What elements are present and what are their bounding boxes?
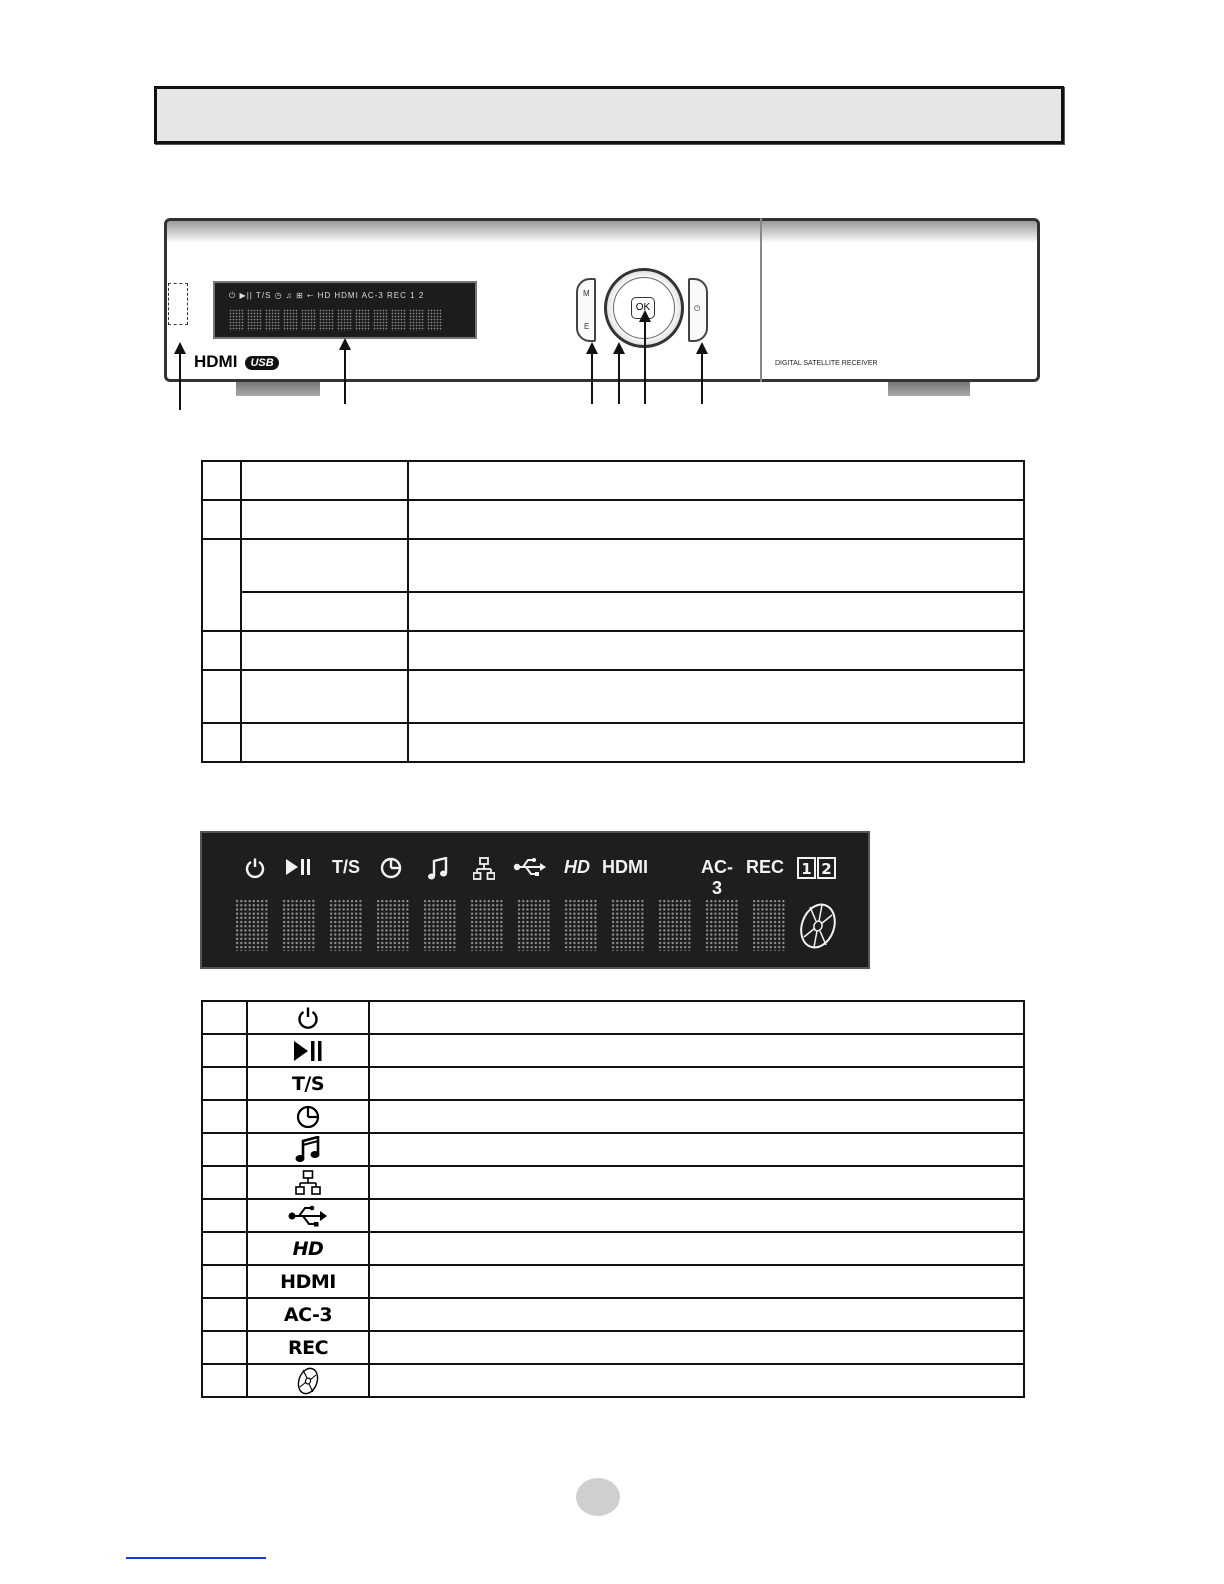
table-row	[202, 1199, 1024, 1232]
device-foot-right	[888, 382, 970, 396]
segment-cell	[376, 899, 410, 951]
row-description	[408, 500, 1024, 539]
rec-icon: REC	[746, 857, 785, 877]
row-name	[241, 461, 408, 500]
front-display-icons: ⏻ ▶|| T/S ◷ ♫ ⊞ ⭠ HD HDMI AC-3 REC 1 2	[229, 291, 425, 300]
row-description	[369, 1298, 1024, 1331]
table-row	[202, 500, 1024, 539]
segment-cell	[564, 899, 598, 951]
callout-line-5	[644, 320, 646, 404]
device-foot-left	[236, 382, 320, 396]
table-row	[202, 670, 1024, 723]
table-row	[202, 1166, 1024, 1199]
power-key-icon: ⏻	[694, 304, 701, 313]
row-number	[202, 1265, 247, 1298]
ts-icon: T/S	[331, 857, 360, 877]
logo-row	[194, 352, 279, 372]
row-number	[202, 1232, 247, 1265]
hd-icon: HD	[247, 1232, 369, 1265]
panel-divider	[760, 218, 762, 382]
row-name	[241, 723, 408, 762]
disc-icon	[798, 901, 838, 956]
display-icon-table	[201, 1000, 1025, 1398]
row-number	[202, 461, 241, 500]
music-icon	[424, 857, 452, 881]
table-row	[202, 1232, 1024, 1265]
row-number	[202, 539, 241, 631]
section-header-bar	[154, 86, 1064, 144]
callout-line-4	[618, 352, 620, 404]
vfd-segment-cells	[235, 899, 786, 951]
segment-cell	[283, 309, 298, 331]
svg-text:1: 1	[801, 860, 812, 878]
menu-key[interactable]	[576, 278, 596, 342]
table-row	[202, 592, 1024, 631]
callout-line-3	[591, 352, 593, 404]
table-row	[202, 1100, 1024, 1133]
row-number	[202, 1166, 247, 1199]
power-icon	[240, 857, 270, 879]
power-key[interactable]	[688, 278, 708, 342]
table-row	[202, 631, 1024, 670]
segment-cell	[282, 899, 316, 951]
segment-cell	[705, 899, 739, 951]
hdmi-logo: HDMI	[194, 352, 238, 371]
front-panel-table	[201, 460, 1025, 763]
segment-cell	[391, 309, 406, 331]
segment-cell	[301, 309, 316, 331]
row-number	[202, 631, 241, 670]
table-row	[202, 1067, 1024, 1100]
row-number	[202, 1133, 247, 1166]
device-brand-text: DIGITAL SATELLITE RECEIVER	[775, 360, 878, 367]
row-description	[408, 592, 1024, 631]
ac3-icon: AC-3	[247, 1298, 369, 1331]
segment-cell	[235, 899, 269, 951]
segment-cell	[355, 309, 370, 331]
row-number	[202, 1364, 247, 1397]
row-number	[202, 1034, 247, 1067]
ts-icon: T/S	[247, 1067, 369, 1100]
row-description	[369, 1067, 1024, 1100]
segment-cell	[329, 899, 363, 951]
row-number	[202, 1199, 247, 1232]
row-number	[202, 670, 241, 723]
usb-icon	[247, 1199, 369, 1232]
network-icon	[470, 857, 498, 881]
segment-cell	[423, 899, 457, 951]
row-name	[241, 592, 408, 631]
table-row	[202, 1298, 1024, 1331]
segment-cell	[470, 899, 504, 951]
callout-line-6	[701, 352, 703, 404]
row-description	[408, 631, 1024, 670]
table-row	[202, 539, 1024, 592]
segment-cell	[752, 899, 786, 951]
row-description	[369, 1100, 1024, 1133]
segment-cell	[517, 899, 551, 951]
segment-cell	[658, 899, 692, 951]
row-number	[202, 1298, 247, 1331]
card-slot-outline	[168, 283, 188, 325]
row-number	[202, 1001, 247, 1034]
tuner-icon	[796, 857, 838, 879]
row-description	[369, 1133, 1024, 1166]
music-icon	[247, 1133, 369, 1166]
row-description	[369, 1331, 1024, 1364]
row-description	[369, 1265, 1024, 1298]
front-display	[213, 281, 477, 339]
table-row	[202, 723, 1024, 762]
table-row	[202, 1265, 1024, 1298]
row-number	[202, 500, 241, 539]
menu-key-label-bottom: E	[584, 322, 590, 331]
segment-cell	[427, 309, 442, 331]
row-description	[369, 1364, 1024, 1397]
row-number	[202, 1331, 247, 1364]
row-description	[369, 1199, 1024, 1232]
row-name	[241, 670, 408, 723]
segment-cell	[319, 309, 334, 331]
ok-button[interactable]: OK	[631, 297, 655, 319]
network-icon	[247, 1166, 369, 1199]
row-description	[408, 723, 1024, 762]
hd-icon: HD	[564, 857, 590, 877]
segment-cell	[265, 309, 280, 331]
hdmi-icon: HDMI	[602, 857, 648, 877]
footer-link-underline[interactable]	[126, 1557, 266, 1559]
rec-icon: REC	[247, 1331, 369, 1364]
timer-icon	[378, 857, 404, 879]
play-pause-icon	[284, 857, 314, 877]
menu-key-label-top: M	[583, 289, 590, 298]
row-description	[408, 670, 1024, 723]
usb-icon	[512, 857, 548, 877]
power-icon	[247, 1001, 369, 1034]
timer-icon	[247, 1100, 369, 1133]
row-name	[241, 539, 408, 592]
row-name	[241, 631, 408, 670]
front-display-segments	[229, 309, 442, 331]
row-description	[408, 539, 1024, 592]
segment-cell	[247, 309, 262, 331]
row-number	[202, 1100, 247, 1133]
page-number-badge	[576, 1478, 620, 1516]
segment-cell	[373, 309, 388, 331]
svg-text:2: 2	[821, 860, 832, 878]
play-pause-icon	[247, 1034, 369, 1067]
segment-cell	[611, 899, 645, 951]
usb-logo: USB	[245, 356, 278, 370]
row-description	[369, 1166, 1024, 1199]
row-description	[369, 1001, 1024, 1034]
ac3-icon: AC-3	[701, 857, 733, 898]
table-row	[202, 1034, 1024, 1067]
row-description	[408, 461, 1024, 500]
disc-icon	[247, 1364, 369, 1397]
table-row	[202, 1001, 1024, 1034]
vfd-display-panel	[202, 833, 868, 967]
row-description	[369, 1034, 1024, 1067]
row-number	[202, 723, 241, 762]
row-description	[369, 1232, 1024, 1265]
table-row	[202, 461, 1024, 500]
table-row	[202, 1364, 1024, 1397]
callout-line-2	[344, 348, 346, 404]
segment-cell	[409, 309, 424, 331]
callout-line-1	[179, 352, 181, 410]
row-number	[202, 1067, 247, 1100]
row-name	[241, 500, 408, 539]
hdmi-icon: HDMI	[247, 1265, 369, 1298]
table-row	[202, 1331, 1024, 1364]
segment-cell	[337, 309, 352, 331]
segment-cell	[229, 309, 244, 331]
table-row	[202, 1133, 1024, 1166]
